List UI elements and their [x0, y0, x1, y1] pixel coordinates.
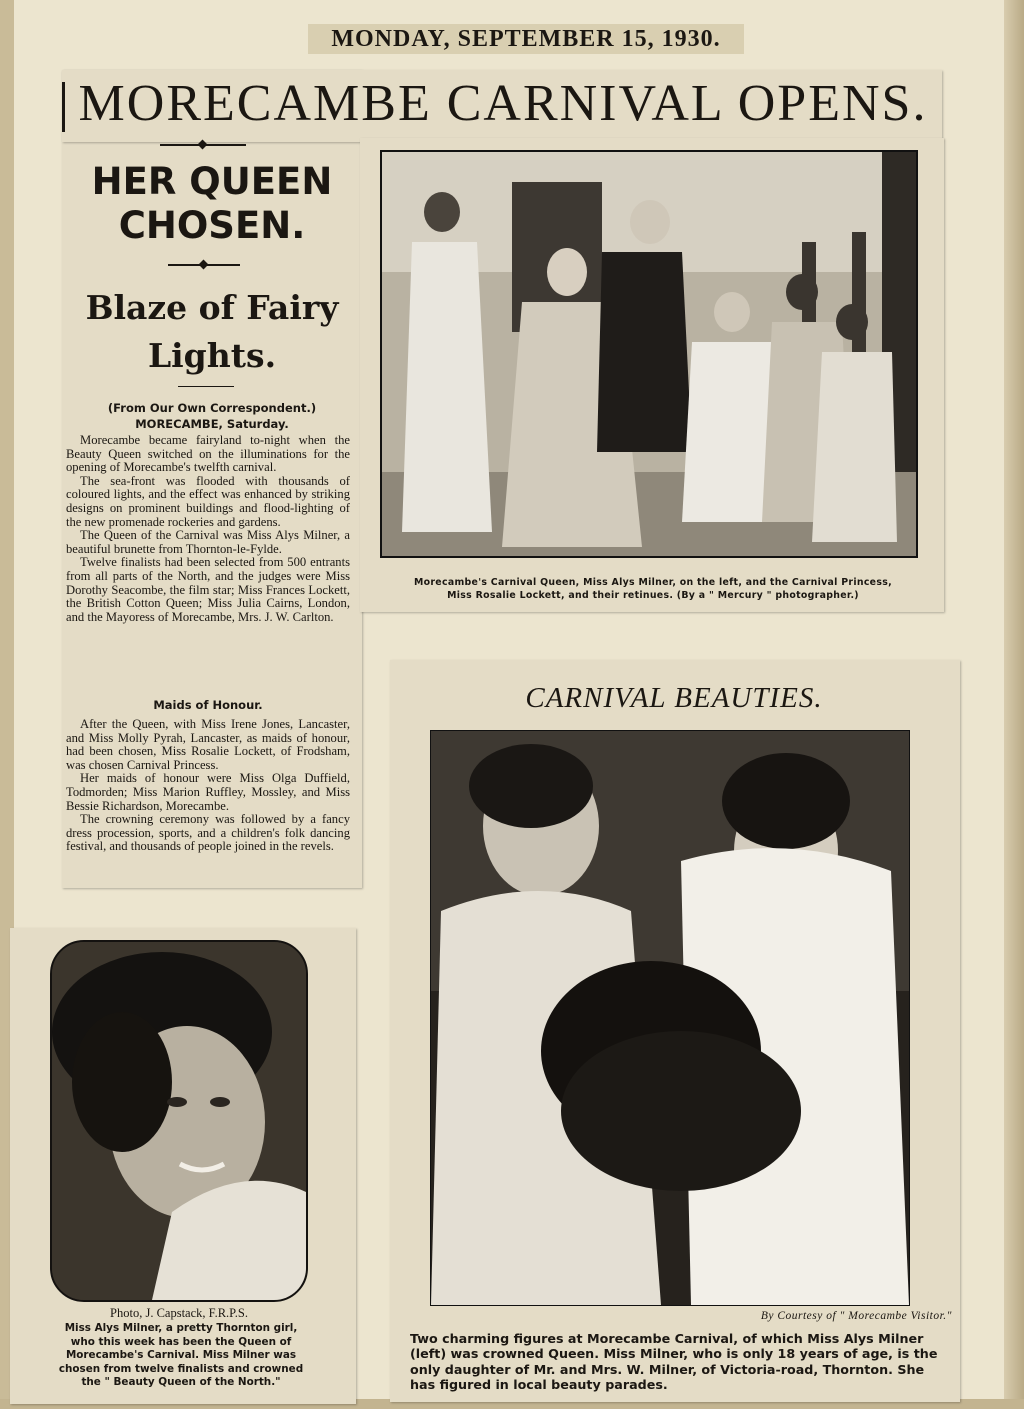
- subheading: Maids of Honour.: [153, 698, 263, 712]
- paragraph: Twelve finalists had been selected from 500 entrants from all parts of the North, and the judges were Miss Dorothy Seacombe, the film star; Miss Frances Lockett, the British Cotton Queen; Miss Julia Cairns, London, and the Mayoress of Morecambe, Mrs. J. W. Carlton.: [66, 555, 350, 624]
- kicker-heading: HER QUEEN CHOSEN.: [91, 160, 333, 247]
- paragraph: The Queen of the Carnival was Miss Alys Milner, a beautiful brunette from Thornton-le-Fylde.: [66, 528, 350, 556]
- byline: (From Our Own Correspondent.) MORECAMBE, Saturday.: [107, 401, 317, 431]
- portrait-photo-credit: Photo, J. Capstack, F.R.P.S.: [110, 1306, 248, 1320]
- scrapbook-page-edge: [1004, 0, 1024, 1409]
- article-body: [66, 718, 350, 854]
- ornament-rule: [168, 264, 240, 266]
- paragraph: Her maids of honour were Miss Olga Duffield, Todmorden; Miss Marion Ruffley, Mossley, and Miss Bessie Richardson, Morecambe.: [66, 771, 350, 813]
- ornament-rule: [160, 144, 246, 146]
- photo-caption: Morecambe's Carnival Queen, Miss Alys Milner, on the left, and the Carnival Princess, Miss Rosalie Lockett, and their retinues. (By a " Mercury " photographer.): [414, 577, 892, 601]
- portrait-caption: Miss Alys Milner, a pretty Thornton girl, who this week has been the Queen of Morecambe's Carnival. Miss Milner was chosen from twelve finalists and crowned the " Beauty Queen of the North.": [58, 1322, 304, 1389]
- deck-heading: Blaze of Fairy Lights.: [85, 288, 339, 375]
- carnival-queen-photo: [380, 150, 918, 558]
- paragraph: After the Queen, with Miss Irene Jones, Lancaster, and Miss Molly Pyrah, Lancaster, as maids of honour, had been chosen, Miss Rosalie Lockett, of Frodsham, was chosen Carnival Princess.: [66, 717, 350, 772]
- paragraph: Morecambe became fairyland to-night when the Beauty Queen switched on the illuminations for the opening of Morecambe's twelfth carnival.: [66, 433, 350, 475]
- photo-credit: By Courtesy of " Morecambe Visitor.": [760, 1310, 952, 1322]
- article-body: [66, 434, 350, 624]
- paragraph: The sea-front was flooded with thousands of coloured lights, and the effect was enhanced by striking designs on prominent buildings and flood-lighting of the new promenade rockeries and gardens.: [66, 473, 350, 529]
- carnival-beauties-photo: [430, 730, 910, 1306]
- beauties-caption: Two charming figures at Morecambe Carnival, of which Miss Alys Milner (left) was crowned Queen. Miss Milner, who is only 18 years of age, is the only daughter of Mr. and Mrs. W. Milner, of Victoria-road, Thornton. She has figured in local beauty parades.: [410, 1331, 938, 1393]
- divider: [178, 386, 234, 387]
- headline: MORECAMBE CARNIVAL OPENS.: [78, 75, 928, 132]
- paragraph: The crowning ceremony was followed by a fancy dress procession, sports, and a children's folk dancing festival, and thousands of people joined in the revels.: [66, 812, 350, 854]
- beauties-title: CARNIVAL BEAUTIES.: [525, 682, 823, 714]
- dateline-clipping: MONDAY, SEPTEMBER 15, 1930.: [308, 24, 744, 54]
- alys-milner-portrait: [50, 940, 308, 1302]
